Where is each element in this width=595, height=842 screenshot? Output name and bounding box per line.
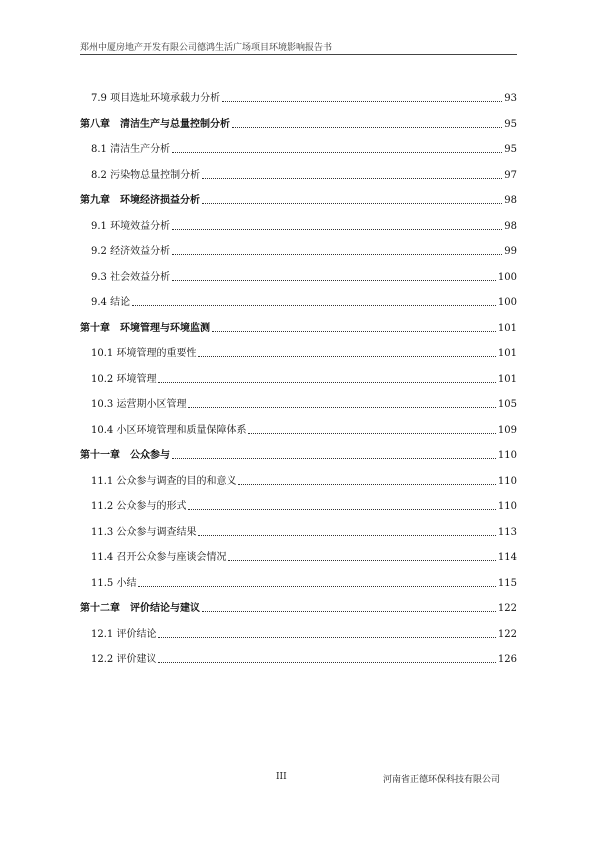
- toc-entry-title: 8.2 污染物总量控制分析: [91, 169, 201, 181]
- toc-entry-page: 105: [497, 399, 517, 410]
- running-header: 郑州中厦房地产开发有限公司德鸿生活广场项目环境影响报告书: [80, 43, 333, 53]
- toc-dot-leader: [158, 637, 495, 638]
- toc-entry-page: 97: [504, 169, 517, 181]
- toc-section-entry[interactable]: [91, 370, 517, 386]
- toc-section-entry[interactable]: [91, 548, 517, 564]
- toc-chapter-entry[interactable]: [80, 319, 517, 335]
- toc-entry-title: 10.2 环境管理: [91, 373, 157, 385]
- toc-entry-title: 第十章 环境管理与环境监测: [80, 322, 210, 334]
- toc-section-entry[interactable]: [91, 89, 517, 105]
- toc-dot-leader: [222, 101, 502, 102]
- toc-dot-leader: [172, 458, 496, 459]
- toc-entry-page: 114: [497, 552, 517, 563]
- toc-entry-title: 11.4 召开公众参与座谈会情况: [91, 552, 227, 563]
- toc-dot-leader: [198, 535, 495, 536]
- toc-entry-page: 122: [497, 628, 517, 640]
- toc-dot-leader: [172, 152, 502, 153]
- toc-entry-page: 101: [497, 322, 517, 334]
- toc-entry-title: 第八章 清洁生产与总量控制分析: [80, 118, 230, 130]
- toc-entry-page: 98: [504, 220, 517, 232]
- toc-chapter-entry[interactable]: [80, 446, 517, 462]
- toc-section-entry[interactable]: [91, 523, 517, 539]
- toc-dot-leader: [198, 356, 495, 357]
- toc-dot-leader: [212, 331, 496, 332]
- toc-entry-page: 101: [497, 348, 517, 359]
- toc-chapter-entry[interactable]: [80, 599, 517, 615]
- toc-entry-page: 110: [497, 475, 517, 487]
- toc-entry-page: 100: [497, 271, 517, 283]
- toc-chapter-entry[interactable]: [80, 191, 517, 207]
- toc-section-entry[interactable]: [91, 140, 517, 156]
- toc-entry-title: 10.3 运营期小区管理: [91, 399, 187, 410]
- toc-dot-leader: [138, 586, 495, 587]
- toc-entry-title: 11.5 小结: [91, 577, 137, 589]
- page-number: III: [276, 772, 287, 782]
- toc-entry-page: 110: [497, 450, 517, 461]
- toc-dot-leader: [172, 254, 502, 255]
- toc-entry-page: 126: [497, 654, 517, 665]
- toc-dot-leader: [158, 662, 495, 663]
- toc-dot-leader: [132, 305, 496, 306]
- toc-entry-title: 第十一章 公众参与: [80, 450, 170, 461]
- toc-entry-page: 95: [504, 144, 517, 155]
- toc-section-entry[interactable]: [91, 166, 517, 182]
- toc-entry-page: 113: [497, 526, 517, 538]
- toc-entry-page: 109: [497, 424, 517, 436]
- toc-section-entry[interactable]: [91, 472, 517, 488]
- toc-entry-title: 11.2 公众参与的形式: [91, 501, 187, 512]
- toc-section-entry[interactable]: [91, 650, 517, 666]
- toc-dot-leader: [238, 484, 495, 485]
- toc-section-entry[interactable]: [91, 421, 517, 437]
- toc-entry-title: 10.1 环境管理的重要性: [91, 348, 197, 359]
- toc-entry-title: 9.3 社会效益分析: [91, 271, 171, 283]
- toc-dot-leader: [188, 407, 495, 408]
- toc-section-entry[interactable]: [91, 268, 517, 284]
- toc-dot-leader: [172, 229, 502, 230]
- toc-entry-page: 98: [504, 195, 517, 206]
- toc-dot-leader: [248, 433, 495, 434]
- toc-entry-page: 99: [504, 246, 517, 257]
- toc-dot-leader: [188, 509, 495, 510]
- toc-section-entry[interactable]: [91, 574, 517, 590]
- toc-entry-page: 115: [497, 577, 517, 589]
- footer-company: 河南省正德环保科技有限公司: [383, 775, 501, 785]
- toc-section-entry[interactable]: [91, 293, 517, 309]
- toc-entry-page: 95: [504, 118, 517, 130]
- toc-dot-leader: [202, 611, 496, 612]
- toc-dot-leader: [228, 560, 495, 561]
- toc-entry-title: 9.2 经济效益分析: [91, 246, 171, 257]
- toc-section-entry[interactable]: [91, 217, 517, 233]
- toc-section-entry[interactable]: [91, 625, 517, 641]
- toc-dot-leader: [172, 280, 496, 281]
- toc-chapter-entry[interactable]: [80, 115, 517, 131]
- toc-entry-title: 11.1 公众参与调查的目的和意义: [91, 475, 237, 487]
- toc-entry-title: 11.3 公众参与调查结果: [91, 526, 197, 538]
- toc-entry-title: 12.1 评价结论: [91, 628, 157, 640]
- toc-entry-page: 110: [497, 501, 517, 512]
- toc-entry-title: 7.9 项目选址环境承载力分析: [91, 93, 221, 104]
- toc-dot-leader: [202, 203, 502, 204]
- toc-section-entry[interactable]: [91, 242, 517, 258]
- toc-section-entry[interactable]: [91, 497, 517, 513]
- toc-entry-title: 8.1 清洁生产分析: [91, 144, 171, 155]
- toc-section-entry[interactable]: [91, 395, 517, 411]
- toc-entry-title: 9.4 结论: [91, 297, 131, 308]
- header-rule: [80, 54, 517, 55]
- toc-entry-title: 第九章 环境经济损益分析: [80, 195, 200, 206]
- toc-entry-page: 93: [504, 93, 517, 104]
- toc-dot-leader: [232, 127, 502, 128]
- toc-entry-page: 100: [497, 297, 517, 308]
- toc-entry-title: 12.2 评价建议: [91, 654, 157, 665]
- toc-entry-page: 122: [497, 603, 517, 614]
- toc-entry-title: 第十二章 评价结论与建议: [80, 603, 200, 614]
- toc-entry-title: 9.1 环境效益分析: [91, 220, 171, 232]
- toc-dot-leader: [202, 178, 502, 179]
- toc-entry-page: 101: [497, 373, 517, 385]
- toc-entry-title: 10.4 小区环境管理和质量保障体系: [91, 424, 247, 436]
- toc-section-entry[interactable]: [91, 344, 517, 360]
- toc-dot-leader: [158, 382, 495, 383]
